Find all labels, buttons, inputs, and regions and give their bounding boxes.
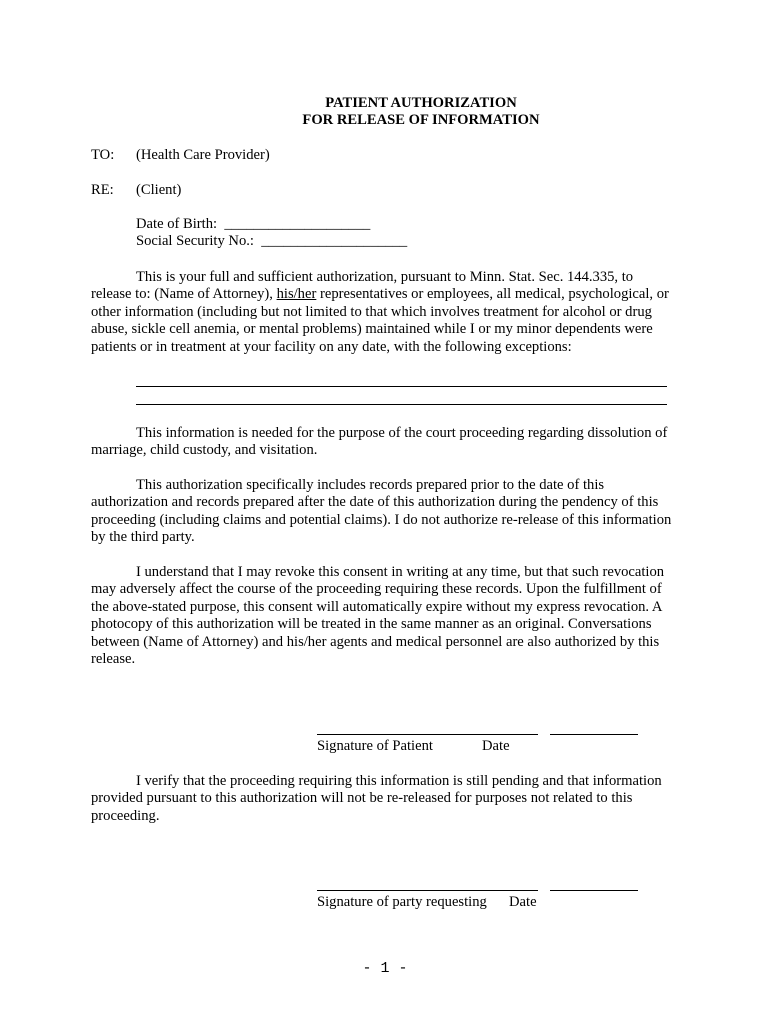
dob-field bbox=[136, 216, 370, 233]
re-label: RE: bbox=[91, 182, 114, 198]
his-her-underlined: his/her bbox=[276, 286, 317, 303]
verification-paragraph bbox=[91, 773, 691, 825]
para4-line-1: I understand that I may revoke this consent in writing at any time, but that such revocation bbox=[136, 564, 665, 580]
patient-signature-line bbox=[317, 734, 538, 735]
para3-line-4: by the third party. bbox=[91, 529, 195, 546]
page-number: - 1 - bbox=[362, 960, 408, 977]
para1-line-2-post: representatives or employees, all medical, psychological, or bbox=[316, 286, 669, 303]
ssn-label: Social Security No.: bbox=[136, 233, 254, 249]
party-date-line bbox=[550, 890, 638, 891]
para3-line-1: This authorization specifically includes records prepared prior to the date of this bbox=[136, 477, 605, 493]
para2-line-2: marriage, child custody, and visitation. bbox=[91, 442, 318, 459]
to-label: TO: bbox=[91, 147, 115, 163]
para4-line-3: the above-stated purpose, this consent will automatically expire without my express revocation. A bbox=[91, 598, 663, 615]
records-paragraph bbox=[91, 477, 691, 547]
party-date-label: Date bbox=[509, 894, 537, 910]
para1-line-3: other information (including but not limited to that which involves treatment for alcohol or drug bbox=[91, 303, 652, 320]
para1-line-2-pre: release to: (Name of Attorney), bbox=[91, 286, 277, 303]
dob-label: Date of Birth: bbox=[136, 216, 218, 232]
party-signature-label: Signature of party requesting bbox=[317, 894, 487, 910]
para1-line-5: patients or in treatment at your facility on any date, with the following exceptions: bbox=[91, 338, 572, 355]
patient-date-label: Date bbox=[482, 738, 510, 754]
revocation-paragraph bbox=[91, 564, 691, 668]
patient-signature-label: Signature of Patient bbox=[317, 738, 433, 754]
re-value: (Client) bbox=[136, 182, 182, 198]
title-line-1: PATIENT AUTHORIZATION bbox=[325, 95, 517, 111]
para4-line-4: photocopy of this authorization will be treated in the same manner as an original. Conversations bbox=[91, 616, 652, 633]
para5-line-1: I verify that the proceeding requiring this information is still pending and that information bbox=[136, 773, 662, 789]
dob-blank: ____________________ bbox=[224, 216, 371, 232]
ssn-blank: ____________________ bbox=[261, 233, 408, 249]
exceptions-line-1 bbox=[136, 386, 667, 387]
ssn-field bbox=[136, 233, 407, 250]
purpose-paragraph bbox=[91, 425, 691, 460]
para4-line-2: may adversely affect the course of the proceeding requiring these records. Upon the fulfillment of bbox=[91, 581, 662, 598]
para3-line-2: authorization and records prepared after the date of this authorization during the pendency of this bbox=[91, 494, 659, 511]
title-line-2: FOR RELEASE OF INFORMATION bbox=[302, 112, 540, 129]
para4-line-6: release. bbox=[91, 651, 136, 668]
para2-line-1: This information is needed for the purpose of the court proceeding regarding dissolution of bbox=[136, 425, 668, 441]
para5-line-3: proceeding. bbox=[91, 807, 160, 824]
document-title bbox=[0, 95, 770, 130]
para3-line-3: proceeding (including claims and potential claims). I do not authorize re-release of this information bbox=[91, 511, 672, 528]
para1-line-2 bbox=[91, 286, 691, 303]
para1-line-4: abuse, sickle cell anemia, or mental problems) maintained while I or my minor dependents were bbox=[91, 321, 653, 338]
para5-line-2: provided pursuant to this authorization will not be re-released for purposes not related to this bbox=[91, 790, 633, 807]
authorization-paragraph bbox=[91, 269, 691, 356]
para4-line-5: between (Name of Attorney) and his/her agents and medical personnel are also authorized by this bbox=[91, 633, 660, 650]
to-value: (Health Care Provider) bbox=[136, 147, 270, 163]
party-signature-line bbox=[317, 890, 538, 891]
para1-line-1: This is your full and sufficient authorization, pursuant to Minn. Stat. Sec. 144.335, to bbox=[136, 269, 634, 285]
patient-date-line bbox=[550, 734, 638, 735]
exceptions-line-2 bbox=[136, 404, 667, 405]
